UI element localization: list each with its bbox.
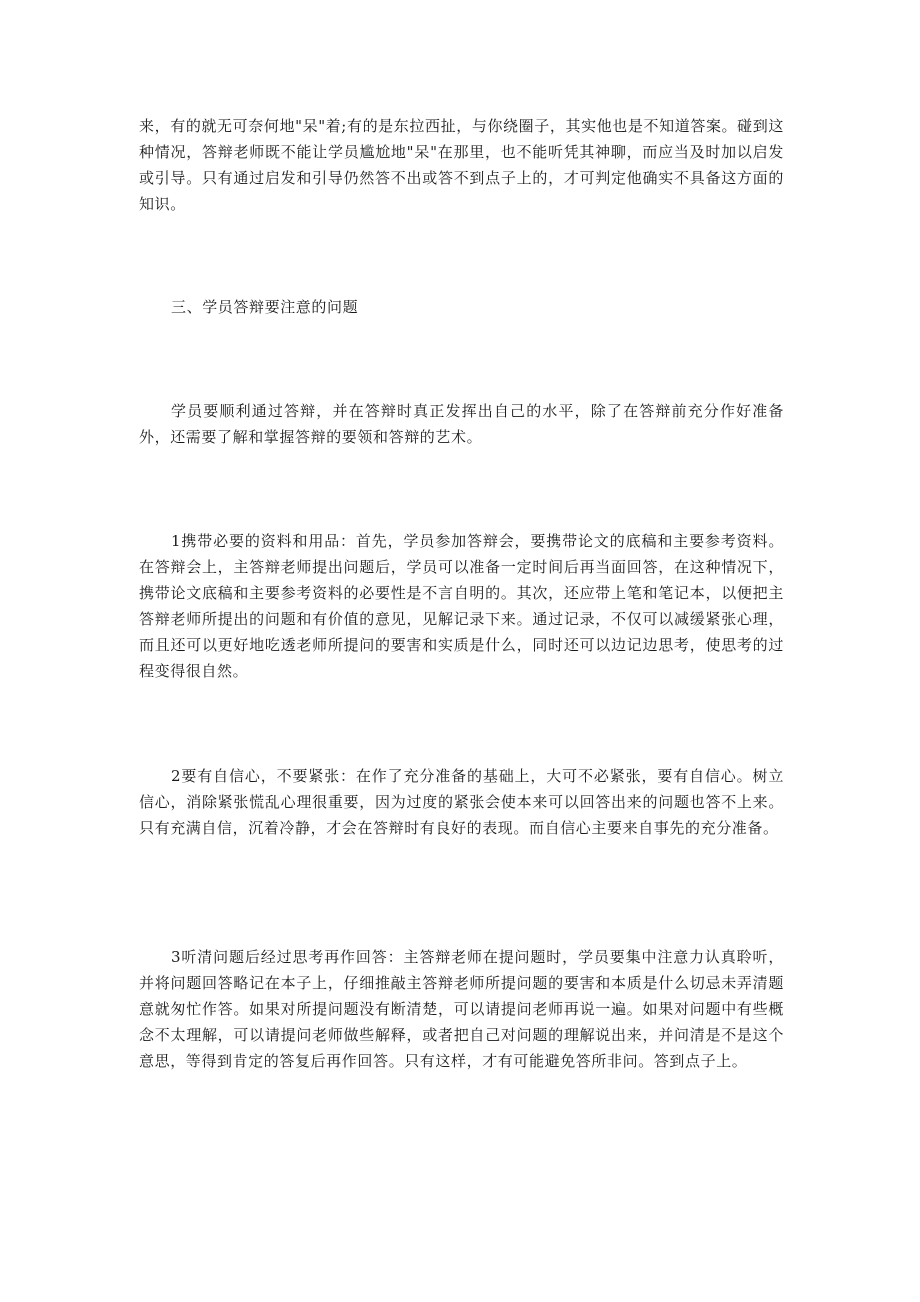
paragraph-point-2: 2要有自信心，不要紧张：在作了充分准备的基础上，大可不必紧张，要有自信心。树立信心，消除紧张慌乱心理很重要，因为过度的紧张会使本来可以回答出来的问题也答不上来。只有充满自信，沉着冷静，才会在答辩时有良好的表现。而自信心主要来自事先的充分准备。 [139,767,784,837]
paragraph-continuation: 来，有的就无可奈何地"呆"着;有的是东拉西扯，与你绕圈子，其实他也是不知道答案。碰到这种情况，答辩老师既不能让学员尴尬地"呆"在那里，也不能听凭其神聊，而应当及时加以启发或引导。只有通过启发和引导仍然答不出或答不到点子上的，才可判定他确实不具备这方面的知识。 [139,117,784,213]
paragraph-intro: 学员要顺利通过答辩，并在答辩时真正发挥出自己的水平，除了在答辩前充分作好准备外，还需要了解和掌握答辩的要领和答辩的艺术。 [139,402,784,446]
paragraph-point-3: 3听清问题后经过思考再作回答：主答辩老师在提问题时，学员要集中注意力认真聆听，并将问题回答略记在本子上，仔细推敲主答辩老师所提问题的要害和本质是什么切忌未弄清题意就匆忙作答。如果对所提问题没有断清楚，可以请提问老师再说一遍。如果对问题中有些概念不太理解，可以请提问老师做些解释，或者把自己对问题的理解说出来，并问清是不是这个意思，等得到肯定的答复后再作回答。只有这样，才有可能避免答所非问。答到点子上。 [139,948,784,1070]
paragraph-point-1: 1携带必要的资料和用品：首先，学员参加答辩会，要携带论文的底稿和主要参考资料。在答辩会上，主答辩老师提出问题后，学员可以准备一定时间后再当面回答，在这种情况下，携带论文底稿和主要参考资料的必要性是不言自明的。其次，还应带上笔和笔记本，以便把主答辩老师所提出的问题和有价值的意见，见解记录下来。通过记录，不仅可以减缓紧张心理，而且还可以更好地吃透老师所提问的要害和实质是什么，同时还可以边记边思考，使思考的过程变得很自然。 [139,532,784,680]
section-heading: 三、学员答辩要注意的问题 [171,298,359,316]
